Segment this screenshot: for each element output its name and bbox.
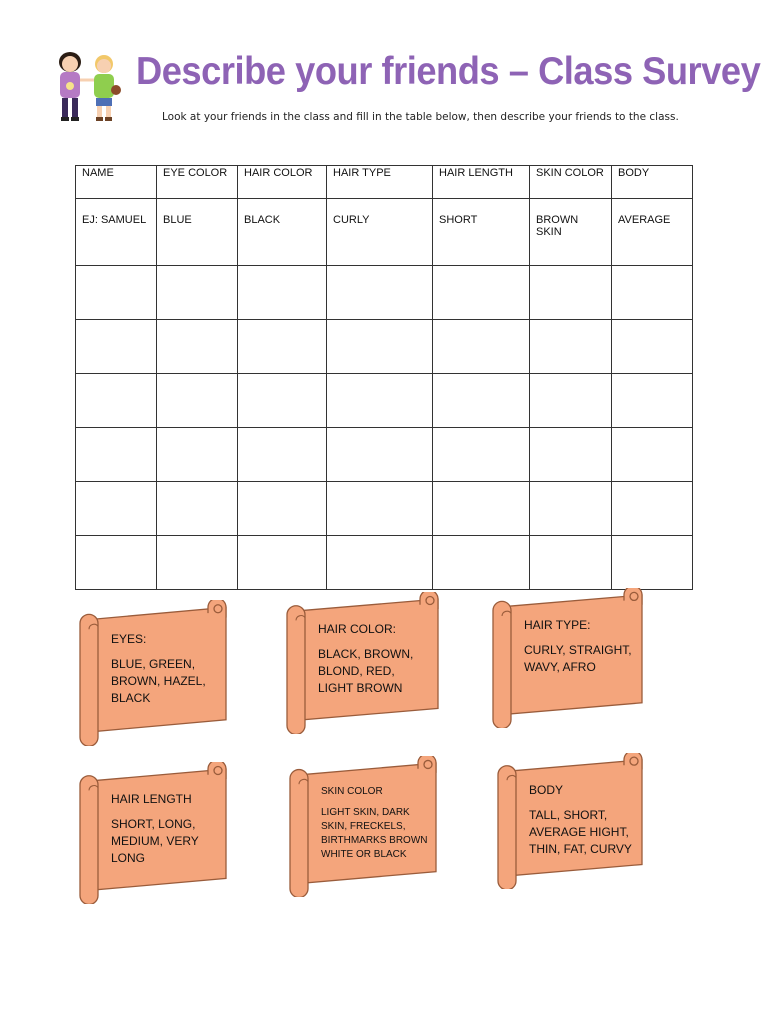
blank-cell <box>612 428 693 482</box>
example-cell: BLUE <box>157 199 238 266</box>
blank-cell <box>76 266 157 320</box>
blank-cell <box>238 374 327 428</box>
scroll-option-line: SKIN, FRECKELS, <box>321 821 406 832</box>
scroll-options <box>524 642 642 676</box>
blank-cell <box>327 428 433 482</box>
scroll-heading: HAIR LENGTH <box>111 792 192 806</box>
blank-cell <box>433 428 530 482</box>
scroll-options <box>321 806 436 862</box>
scroll-option-line: BLUE, GREEN, <box>111 657 196 671</box>
scroll-card-hair-length <box>78 762 238 904</box>
blank-cell <box>238 428 327 482</box>
instructions-text: Look at your friends in the class and fill in the table below, then describe your friends to the class. <box>162 111 679 123</box>
scroll-option-line: LONG <box>111 851 146 865</box>
scroll-option-line: CURLY, STRAIGHT, <box>524 643 632 657</box>
blank-cell <box>327 482 433 536</box>
scroll-option-line: BIRTHMARKS BROWN <box>321 835 428 846</box>
scroll-text <box>111 632 226 707</box>
blank-cell <box>157 536 238 590</box>
scroll-option-line: WHITE OR BLACK <box>321 849 407 860</box>
example-cell: EJ: SAMUEL <box>76 199 157 266</box>
scroll-card-skin-color <box>288 756 448 897</box>
blank-row <box>76 428 693 482</box>
example-row <box>76 199 693 266</box>
scroll-text <box>111 792 226 867</box>
scroll-options <box>111 656 226 707</box>
scroll-option-line: LIGHT BROWN <box>318 681 403 695</box>
blank-cell <box>612 266 693 320</box>
blank-cell <box>530 428 612 482</box>
blank-cell <box>157 266 238 320</box>
blank-cell <box>157 320 238 374</box>
blank-cell <box>612 374 693 428</box>
scroll-card-hair-type <box>491 588 654 728</box>
scroll-option-line: AVERAGE HIGHT, <box>529 825 629 839</box>
blank-cell <box>76 536 157 590</box>
column-header-hair-length: HAIR LENGTH <box>433 166 530 199</box>
scroll-option-line: BLACK, BROWN, <box>318 647 414 661</box>
blank-cell <box>530 374 612 428</box>
blank-cell <box>612 536 693 590</box>
blank-cell <box>530 536 612 590</box>
blank-cell <box>76 320 157 374</box>
blank-cell <box>327 374 433 428</box>
blank-cell <box>157 374 238 428</box>
blank-cell <box>238 482 327 536</box>
scroll-options <box>318 646 438 697</box>
blank-cell <box>530 320 612 374</box>
example-cell: AVERAGE <box>612 199 693 266</box>
example-cell: BROWN SKIN <box>530 199 612 266</box>
scroll-option-line: THIN, FAT, CURVY <box>529 842 632 856</box>
blank-cell <box>327 320 433 374</box>
column-header-hair-color: HAIR COLOR <box>238 166 327 199</box>
blank-cell <box>433 320 530 374</box>
blank-cell <box>157 482 238 536</box>
scroll-card-hair-color <box>285 592 450 734</box>
column-header-name: NAME <box>76 166 157 199</box>
blank-cell <box>612 320 693 374</box>
column-header-eye-color: EYE COLOR <box>157 166 238 199</box>
blank-cell <box>238 536 327 590</box>
blank-cell <box>433 266 530 320</box>
scroll-option-line: BROWN, HAZEL, <box>111 674 206 688</box>
survey-table <box>75 165 693 590</box>
column-header-skin-color: SKIN COLOR <box>530 166 612 199</box>
blank-cell <box>157 428 238 482</box>
table-header-row <box>76 166 693 199</box>
scroll-heading: HAIR COLOR: <box>318 622 397 636</box>
column-header-body: BODY <box>612 166 693 199</box>
blank-cell <box>327 266 433 320</box>
scroll-text <box>318 622 438 697</box>
scroll-text <box>321 786 436 862</box>
blank-row <box>76 266 693 320</box>
scroll-text <box>529 783 642 858</box>
scroll-heading: EYES: <box>111 632 147 646</box>
blank-cell <box>433 536 530 590</box>
blank-cell <box>612 482 693 536</box>
scroll-heading: HAIR TYPE: <box>524 618 591 632</box>
blank-row <box>76 320 693 374</box>
scroll-option-line: BLOND, RED, <box>318 664 395 678</box>
scroll-card-body <box>496 753 654 889</box>
example-cell: CURLY <box>327 199 433 266</box>
scroll-options <box>529 807 642 858</box>
scroll-heading: SKIN COLOR <box>321 786 383 797</box>
blank-cell <box>530 266 612 320</box>
blank-cell <box>76 428 157 482</box>
blank-cell <box>327 536 433 590</box>
blank-cell <box>238 320 327 374</box>
scroll-option-line: SHORT, LONG, <box>111 817 196 831</box>
scroll-options <box>111 816 226 867</box>
blank-cell <box>76 374 157 428</box>
scroll-text <box>524 618 642 676</box>
blank-cell <box>433 482 530 536</box>
blank-cell <box>76 482 157 536</box>
blank-row <box>76 374 693 428</box>
example-cell: SHORT <box>433 199 530 266</box>
scroll-option-line: MEDIUM, VERY <box>111 834 199 848</box>
scroll-option-line: LIGHT SKIN, DARK <box>321 807 410 818</box>
column-header-hair-type: HAIR TYPE <box>327 166 433 199</box>
blank-row <box>76 482 693 536</box>
scroll-option-line: TALL, SHORT, <box>529 808 608 822</box>
blank-row <box>76 536 693 590</box>
scroll-card-eyes <box>78 600 238 746</box>
page-title: Describe your friends – Class Survey <box>136 50 761 93</box>
kids-illustration <box>50 50 130 126</box>
blank-cell <box>530 482 612 536</box>
scroll-heading: BODY <box>529 783 564 797</box>
blank-cell <box>433 374 530 428</box>
blank-cell <box>238 266 327 320</box>
example-cell: BLACK <box>238 199 327 266</box>
scroll-option-line: WAVY, AFRO <box>524 660 596 674</box>
scroll-option-line: BLACK <box>111 691 151 705</box>
